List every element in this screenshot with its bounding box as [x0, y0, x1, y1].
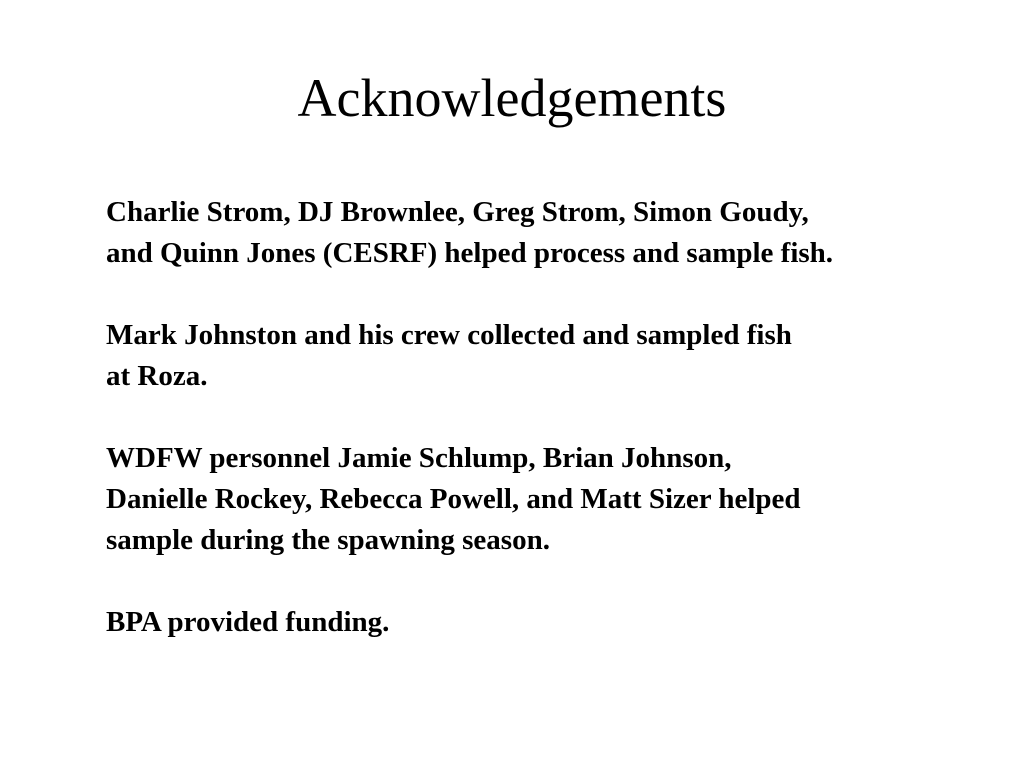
text-line: at Roza.	[106, 360, 208, 392]
text-line: BPA provided funding.	[106, 606, 390, 638]
paragraph-cesrf-staff	[106, 192, 986, 274]
slide-title: Acknowledgements	[297, 68, 727, 128]
paragraph-funding	[106, 602, 986, 643]
text-line: Charlie Strom, DJ Brownlee, Greg Strom, Simon Goudy,	[106, 196, 809, 228]
text-line: Danielle Rockey, Rebecca Powell, and Matt Sizer helped	[106, 483, 801, 515]
paragraph-wdfw-personnel	[106, 438, 986, 561]
text-line: sample during the spawning season.	[106, 524, 550, 556]
acknowledgements-body	[106, 192, 986, 684]
text-line: Mark Johnston and his crew collected and sampled fish	[106, 319, 792, 351]
paragraph-roza-crew	[106, 315, 986, 397]
text-line: and Quinn Jones (CESRF) helped process and sample fish.	[106, 237, 834, 269]
text-line: WDFW personnel Jamie Schlump, Brian Johnson,	[106, 442, 732, 474]
